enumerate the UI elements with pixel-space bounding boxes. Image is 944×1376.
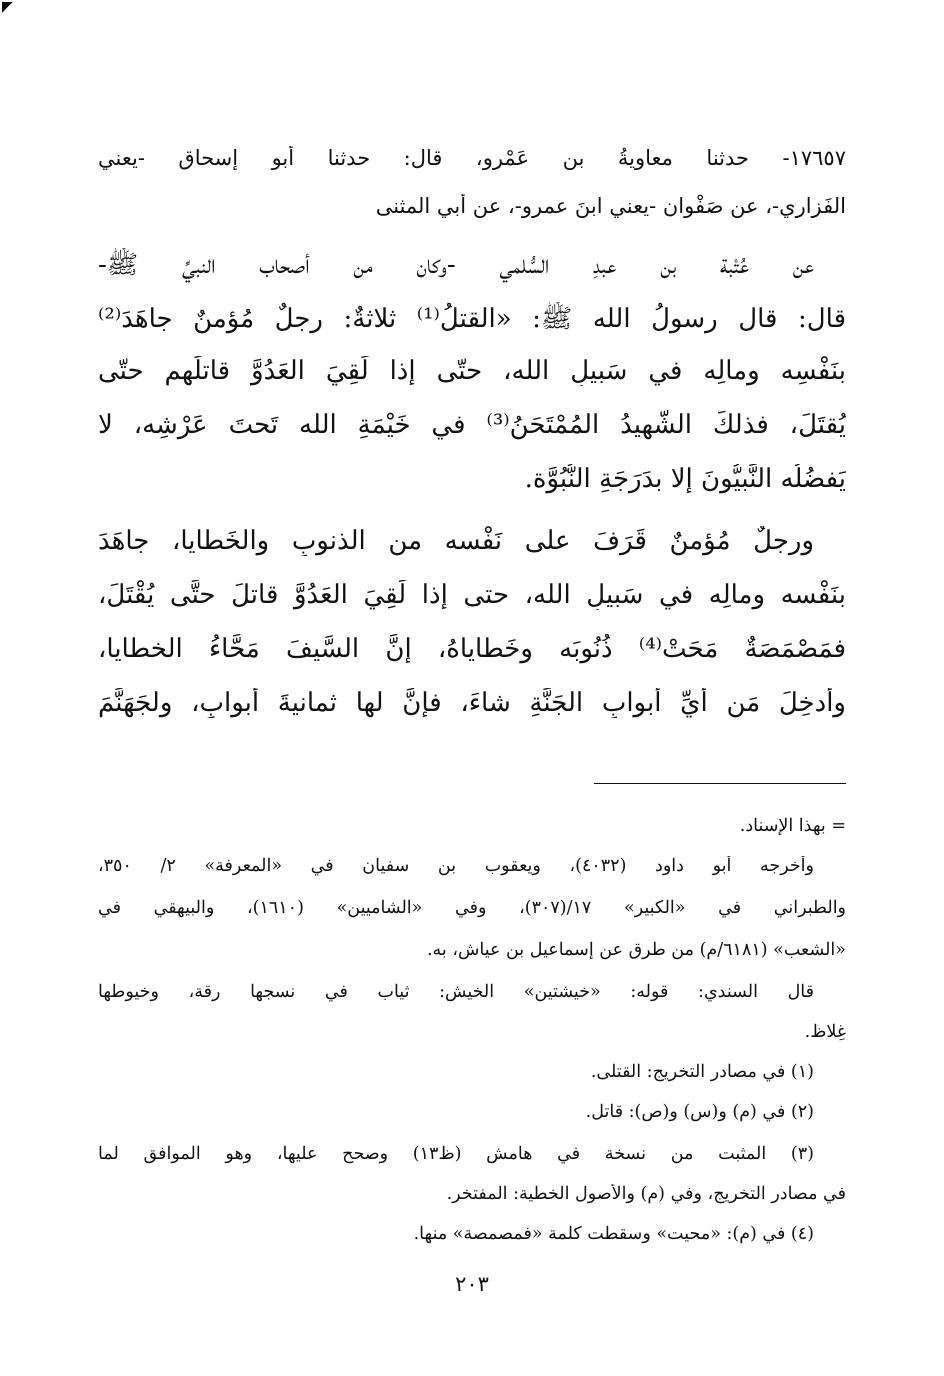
footnote-line: «الشعب» (٦١٨١/م) من طرق عن إسماعيل بن عياش، به. bbox=[426, 940, 846, 960]
isnad-line: الفَزاري-، عن صَفْوان -يعني ابنَ عمرو-، عن أبي المثنى bbox=[375, 194, 846, 218]
hadith-line: قال: قال رسولُ الله ﷺ: «القتلُ⁽¹⁾ ثلاثةٌ: رجلٌ مُؤمنٌ جاهَدَ⁽²⁾ bbox=[98, 304, 846, 334]
footnote-line: غِلاظ. bbox=[804, 1022, 846, 1042]
page-number: ٢٠٣ bbox=[455, 1272, 489, 1296]
hadith-line: يُقتَلَ، فذلكَ الشَّهيدُ المُمْتَحَنُ⁽³⁾ في خَيْمَةِ الله تَحتَ عَرْشِه، لا bbox=[98, 410, 846, 440]
hadith-line: بنَفْسه ومالِه في سَبيلِ الله، حتى إذا لَقِيَ العَدُوَّ قاتلَ حتَّى يُقْتَلَ، bbox=[98, 580, 846, 610]
hadith-line: بنَفْسِه ومالِه في سَبيلِ الله، حتّى إذا لَقِيَ العَدُوَّ قاتلَهم حتّى bbox=[98, 356, 846, 386]
footnote-line: (٢) في (م) و(س) و(ص): قاتل. bbox=[585, 1102, 814, 1122]
hadith-line: فمَصْمَصَةٌ مَحَتْ⁽⁴⁾ ذُنُوبَه وخَطاياهُ، إنَّ السَّيفَ مَحَّاءُ الخطايا، bbox=[98, 634, 846, 664]
footnote-line: قال السندي: قوله: «خيشتين» الخيش: ثياب في نسجها رقة، وخيوطها bbox=[98, 982, 814, 1002]
footnote-line: (١) في مصادر التخريج: القتلى. bbox=[590, 1062, 814, 1082]
footnote-line: والطبراني في «الكبير» ١٧/(٣٠٧)، وفي «الشاميين» (١٦١٠)، والبيهقي في bbox=[98, 898, 846, 918]
hadith-line: وأُدخِلَ مَن أيِّ أبوابِ الجَنَّةِ شاءَ، فإنَّ لها ثمانيةَ أبوابٍ، ولجَهَنَّمَ bbox=[98, 688, 846, 718]
isnad-line: ١٧٦٥٧- حدثنا معاويةُ بن عَمْرو، قال: حدثنا أبو إسحاق -يعني bbox=[98, 146, 846, 170]
hadith-line: ورجلٌ مُؤمنٌ قَرَفَ على نَفْسه من الذنوبِ والخَطايا، جاهَدَ bbox=[98, 526, 814, 556]
footnote-line: (٣) المثبت من نسخة في هامش (ظ١٣) وصحح عليها، وهو الموافق لما bbox=[98, 1144, 814, 1164]
footnote-line: في مصادر التخريج، وفي (م) والأصول الخطية: المفتخر. bbox=[446, 1184, 846, 1204]
corner-mark: ◤ bbox=[2, 0, 13, 15]
footnote-line: (٤) في (م): «محيت» وسقطت كلمة «فمصمصة» منها. bbox=[413, 1224, 814, 1244]
footnote-line: = بهذا الإسناد. bbox=[739, 816, 846, 836]
footnote-separator bbox=[594, 783, 846, 784]
footnote-line: وأخرجه أبو داود (٤٠٣٢)، ويعقوب بن سفيان في «المعرفة» ٢/ ٣٥٠، bbox=[98, 856, 814, 876]
hadith-line: يَفضُلُه النَّبيُّونَ إلا بدَرَجَةِ النُّبُوَّة. bbox=[524, 464, 846, 494]
hadith-line: عن عُتْبة بن عبدِ السُّلمي -وكان من أصحاب النبيِّ ﷺ- bbox=[98, 250, 814, 280]
